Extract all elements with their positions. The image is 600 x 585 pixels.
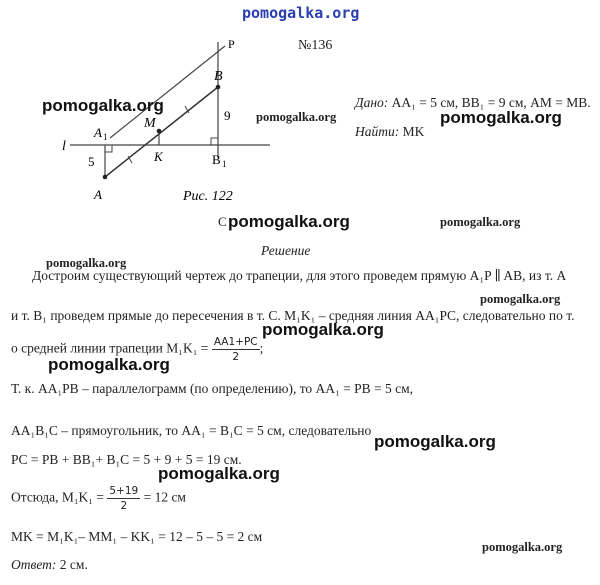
solution-line-7 (11, 485, 186, 512)
label-a1: A (94, 125, 102, 140)
solution-line-3 (11, 336, 263, 363)
solution-line-3-text: о средней линии трапеции M₁K₁ = (11, 340, 212, 356)
label-b1-sub: 1 (222, 159, 227, 169)
fraction-denominator: 2 (120, 500, 128, 512)
find-block (355, 124, 424, 140)
point-m (157, 129, 162, 134)
fraction-numerator: AA1+PC (213, 336, 258, 348)
watermark[interactable]: pomogalka.org (374, 432, 496, 451)
label-b: B (214, 69, 223, 84)
label-9: 9 (224, 108, 231, 123)
label-c: C (218, 214, 227, 229)
watermark[interactable]: pomogalka.org (158, 464, 280, 483)
fraction-denominator: 2 (232, 351, 240, 363)
label-a1-sub: 1 (103, 132, 108, 142)
label-m: M (144, 116, 156, 131)
solution-line-7-text: Отсюда, M₁K₁ = (11, 489, 108, 505)
label-p: P (228, 37, 235, 51)
label-l: l (62, 139, 66, 154)
geometry-figure (40, 30, 300, 220)
given-label: Дано: (355, 95, 389, 110)
solution-line-6: PC = PB + BB₁+ B₁C = 5 + 9 + 5 = 19 см. (11, 452, 242, 467)
solution-line-2: и т. B₁ проведем прямые до пересечения в т. C. M₁K₁ – средняя линия AA₁PC, следовательно по т. (11, 308, 575, 323)
watermark[interactable]: pomogalka.org (46, 256, 127, 270)
watermark[interactable]: pomogalka.org (42, 96, 164, 115)
solution-line-5: AA₁B₁C – прямоугольник, то AA₁ = B₁C = 5 см, следовательно (11, 423, 372, 438)
find-text: MK (399, 124, 425, 139)
watermark[interactable]: pomogalka.org (48, 355, 170, 374)
figure-caption: Рис. 122 (183, 189, 233, 204)
answer-text: 2 см. (56, 557, 88, 572)
answer-label: Ответ: (11, 557, 57, 572)
solution-line-7-end: = 12 см (140, 489, 186, 505)
point-b (216, 85, 221, 90)
watermark[interactable]: pomogalka.org (482, 540, 563, 554)
site-header[interactable]: pomogalka.org (242, 4, 360, 22)
label-5: 5 (88, 154, 95, 169)
label-b1: B (212, 152, 221, 167)
solution-line-8: MK = M₁K₁– MM₁ – KK₁ = 12 – 5 – 5 = 2 см (11, 529, 263, 544)
label-k: K (154, 149, 163, 164)
watermark[interactable]: pomogalka.org (256, 110, 337, 124)
fraction-result (107, 485, 140, 512)
watermark[interactable]: pomogalka.org (228, 212, 350, 231)
task-number: №136 (298, 38, 333, 53)
fraction-midline (212, 336, 260, 363)
label-a: A (94, 187, 102, 202)
right-angle-a1 (105, 145, 112, 152)
watermark[interactable]: pomogalka.org (480, 292, 561, 306)
right-angle-b1 (211, 138, 218, 145)
line-a1p (110, 46, 225, 138)
watermark[interactable]: pomogalka.org (440, 108, 562, 127)
solution-heading: Решение (261, 243, 311, 258)
find-label: Найти: (355, 124, 400, 139)
fraction-numerator: 5+19 (109, 485, 139, 497)
watermark[interactable]: pomogalka.org (440, 215, 521, 229)
answer-block (11, 557, 88, 573)
solution-line-4: Т. к. AA₁PB – параллелограмм (по определению), то AA₁ = PB = 5 см, (11, 381, 414, 396)
watermark[interactable]: pomogalka.org (262, 320, 384, 339)
given-text: AA₁ = 5 см, BB₁ = 9 см, AM = MB. (388, 95, 591, 110)
point-a (103, 175, 108, 180)
solution-line-3-end: ; (259, 340, 264, 356)
solution-line-1: Достроим существующий чертеж до трапеции, для этого проведем прямую A₁P ∥ AB, из т. A (32, 268, 567, 283)
